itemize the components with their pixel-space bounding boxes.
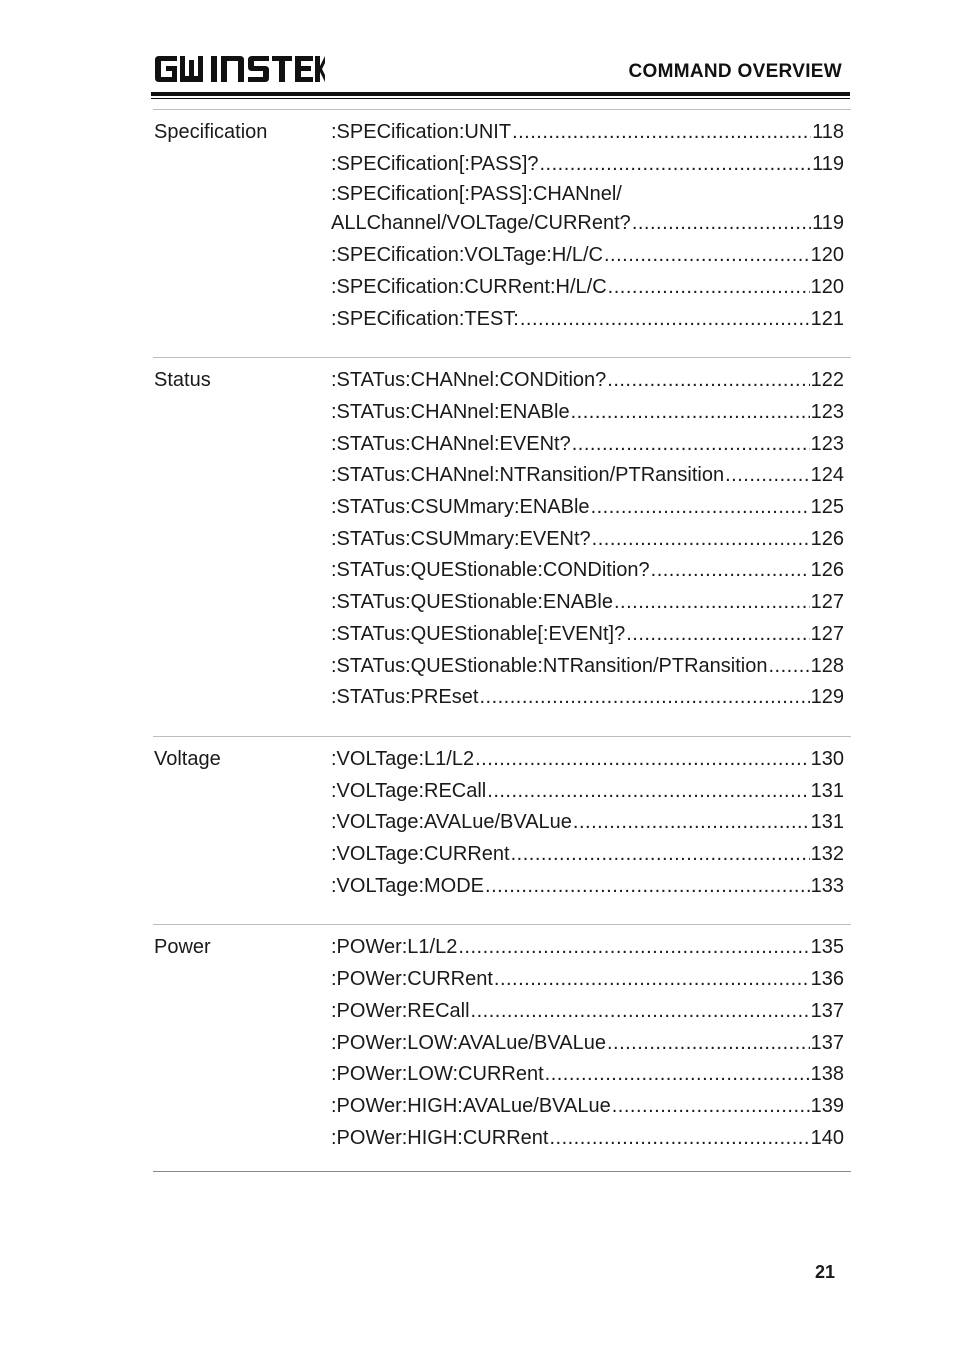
command-name: :POWer:L1/L2 [331, 936, 458, 959]
command-entry[interactable] [331, 555, 844, 587]
page-ref: 131 [810, 811, 844, 834]
entry-list [331, 932, 844, 1154]
command-name-line1[interactable]: :SPECification[:PASS]:CHANnel/ [331, 183, 622, 206]
command-entry[interactable] [331, 587, 844, 619]
page-ref: 120 [810, 275, 844, 298]
dot-leader [487, 776, 809, 808]
page-ref: 130 [810, 747, 844, 770]
page-ref: 137 [810, 999, 844, 1022]
dot-leader [485, 871, 810, 903]
command-name: :POWer:HIGH:CURRent [331, 1126, 549, 1149]
command-name: :STATus:QUEStionable:CONDition? [331, 559, 650, 582]
command-entry[interactable] [331, 149, 844, 181]
dot-leader [458, 932, 809, 964]
command-entry[interactable] [331, 839, 844, 871]
section-status [153, 357, 851, 736]
page-ref: 135 [810, 936, 844, 959]
page-ref: 126 [810, 527, 844, 550]
command-entry[interactable] [331, 964, 844, 996]
command-entry[interactable] [331, 492, 844, 524]
command-name: :STATus:CHANnel:CONDition? [331, 369, 607, 392]
command-entry[interactable] [331, 1091, 844, 1123]
dot-leader [512, 117, 811, 149]
page-ref: 128 [810, 654, 844, 677]
command-entry[interactable] [331, 619, 844, 651]
page-ref: 140 [810, 1126, 844, 1149]
dot-leader [573, 807, 810, 839]
command-entry[interactable] [331, 272, 844, 304]
dot-leader [768, 651, 809, 683]
dot-leader [725, 460, 810, 492]
command-name: :STATus:CHANnel:ENABle [331, 400, 570, 423]
page-ref: 127 [810, 591, 844, 614]
command-entry[interactable] [331, 807, 844, 839]
page-ref: 126 [810, 559, 844, 582]
dot-leader [494, 964, 810, 996]
section-label: Power [154, 936, 211, 959]
dot-leader [479, 682, 809, 714]
dot-leader [604, 240, 810, 272]
command-entry[interactable] [331, 397, 844, 429]
dot-leader [592, 524, 810, 556]
command-name: :POWer:CURRent [331, 968, 493, 991]
page-ref: 129 [810, 686, 844, 709]
section-label: Specification [154, 121, 268, 143]
command-name: :STATus:CHANnel:NTRansition/PTRansition [331, 464, 725, 487]
command-entry[interactable] [331, 1123, 844, 1155]
dot-leader [591, 492, 810, 524]
command-entry[interactable] [331, 871, 844, 903]
command-name: :SPECification:VOLTage:H/L/C [331, 244, 603, 267]
command-name: :STATus:QUEStionable:NTRansition/PTRansition [331, 654, 768, 677]
command-name: :SPECification:TEST: [331, 307, 519, 330]
section-specification [153, 109, 851, 357]
dot-leader [607, 365, 809, 397]
command-entry[interactable] [331, 744, 844, 776]
command-name: :STATus:QUEStionable[:EVENt]? [331, 622, 626, 645]
command-name: :STATus:CHANnel:EVENt? [331, 432, 571, 455]
header-rule-thick [151, 92, 850, 96]
command-name: :VOLTage:RECall [331, 779, 487, 802]
dot-leader [607, 1028, 810, 1060]
dot-leader [471, 996, 810, 1028]
command-name: :STATus:CSUMmary:ENABle [331, 496, 590, 519]
dot-leader [572, 429, 810, 461]
page-header-title: COMMAND OVERVIEW [628, 61, 842, 82]
dot-leader [632, 208, 811, 240]
dot-leader [511, 839, 810, 871]
page-ref: 138 [810, 1063, 844, 1086]
command-name: ALLChannel/VOLTage/CURRent? [331, 212, 631, 235]
dot-leader [626, 619, 809, 651]
dot-leader [540, 149, 812, 181]
page-ref: 118 [812, 121, 844, 143]
dot-leader [520, 304, 810, 336]
command-name: :STATus:QUEStionable:ENABle [331, 591, 613, 614]
command-name: :SPECification:CURRent:H/L/C [331, 275, 607, 298]
dot-leader [475, 744, 810, 776]
section-power [153, 924, 851, 1172]
entry-list [331, 744, 844, 903]
page-ref: 132 [810, 843, 844, 866]
command-name: :POWer:HIGH:AVALue/BVALue [331, 1094, 611, 1117]
gw-instek-logo [153, 54, 325, 84]
command-name: :VOLTage:AVALue/BVALue [331, 811, 572, 834]
page-ref: 121 [810, 307, 844, 330]
command-entry[interactable] [331, 240, 844, 272]
header-rule-thin [151, 98, 850, 99]
command-entry[interactable] [331, 932, 844, 964]
command-entry[interactable] [331, 776, 844, 808]
dot-leader [608, 272, 810, 304]
command-name: :POWer:LOW:AVALue/BVALue [331, 1031, 606, 1054]
command-entry[interactable] [331, 1028, 844, 1060]
page-ref: 137 [810, 1031, 844, 1054]
command-entry[interactable] [331, 429, 844, 461]
command-name: :VOLTage:L1/L2 [331, 747, 475, 770]
section-label: Voltage [154, 747, 221, 770]
page-ref: 123 [810, 400, 844, 423]
page-ref: 125 [810, 496, 844, 519]
page-number: 21 [814, 1262, 835, 1282]
command-overview-table [153, 109, 851, 1172]
entry-list [331, 365, 844, 714]
command-name: :STATus:PREset [331, 686, 479, 709]
command-name: :VOLTage:MODE [331, 874, 485, 897]
command-entry[interactable] [331, 651, 844, 683]
page-ref: 124 [810, 464, 844, 487]
section-label: Status [154, 369, 211, 392]
command-entry[interactable] [331, 208, 844, 240]
dot-leader [571, 397, 810, 429]
command-name: :SPECification[:PASS]? [331, 152, 539, 175]
page-ref: 119 [812, 152, 844, 175]
page-ref: 136 [810, 968, 844, 991]
page-ref: 122 [810, 369, 844, 392]
page-ref: 133 [810, 874, 844, 897]
page-ref: 139 [810, 1094, 844, 1117]
dot-leader [545, 1059, 810, 1091]
command-entry[interactable] [331, 524, 844, 556]
page-ref: 131 [810, 779, 844, 802]
command-entry[interactable] [331, 460, 844, 492]
entry-list [331, 117, 844, 335]
page-ref: 127 [810, 622, 844, 645]
command-name: :SPECification:UNIT [331, 121, 512, 143]
page-ref: 120 [810, 244, 844, 267]
section-voltage [153, 736, 851, 925]
command-name: :POWer:RECall [331, 999, 470, 1022]
dot-leader [651, 555, 810, 587]
dot-leader [614, 587, 810, 619]
command-name: :STATus:CSUMmary:EVENt? [331, 527, 591, 550]
command-entry[interactable] [331, 682, 844, 714]
command-entry[interactable] [331, 117, 844, 149]
page-ref: 119 [812, 212, 844, 235]
dot-leader [549, 1123, 809, 1155]
command-entry[interactable] [331, 365, 844, 397]
command-entry[interactable] [331, 304, 844, 336]
command-entry[interactable] [331, 996, 844, 1028]
command-name: :POWer:LOW:CURRent [331, 1063, 544, 1086]
command-entry[interactable] [331, 1059, 844, 1091]
page-ref: 123 [810, 432, 844, 455]
dot-leader [612, 1091, 810, 1123]
command-name: :VOLTage:CURRent [331, 843, 510, 866]
